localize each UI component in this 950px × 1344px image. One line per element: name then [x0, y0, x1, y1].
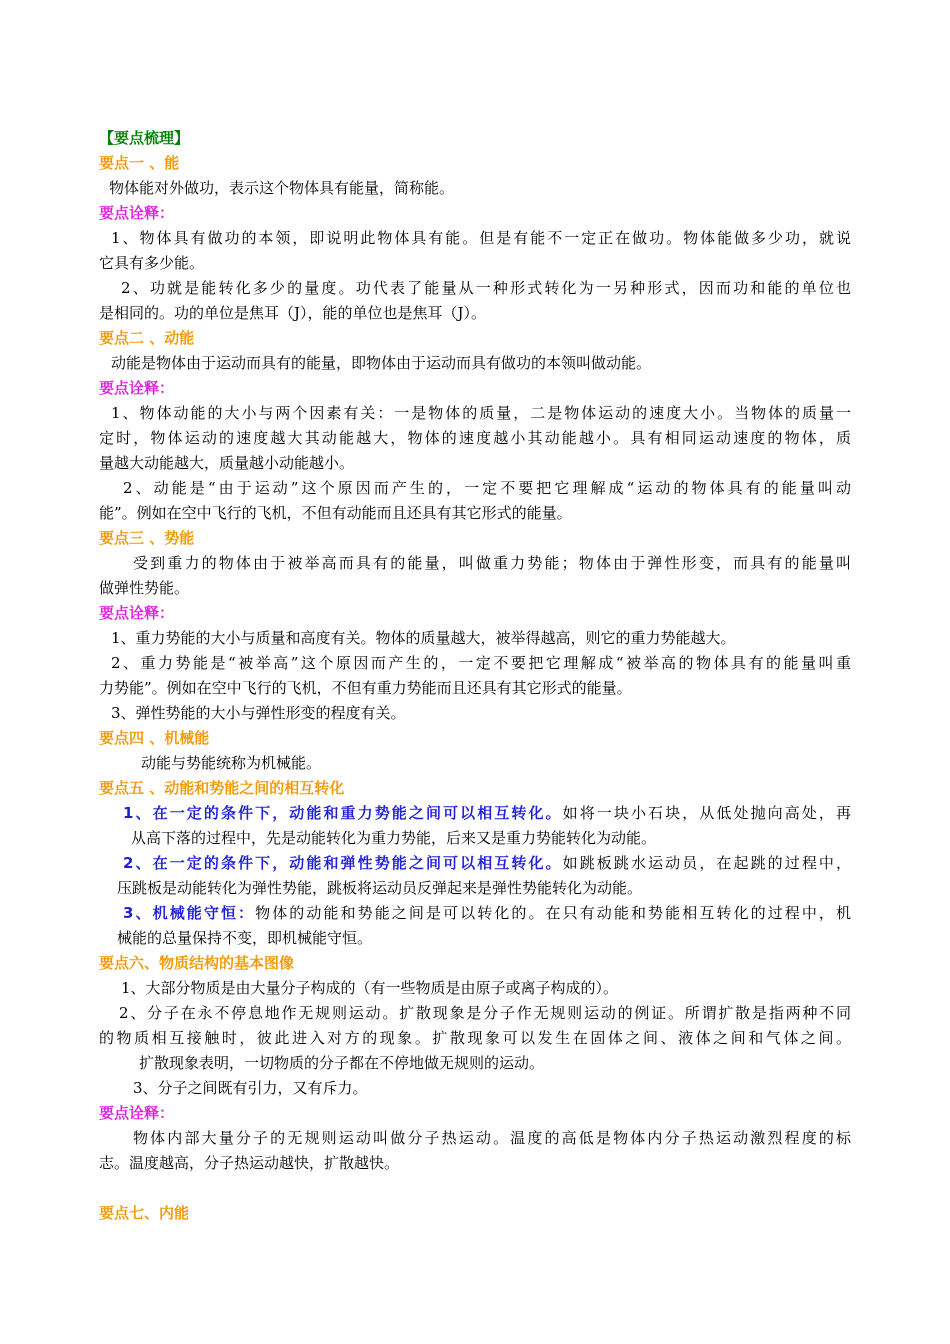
point-5-item-3-line-1 [99, 901, 851, 926]
point-5-item-1-line-1 [99, 801, 851, 826]
point-7-heading: 要点七、内能 [99, 1204, 190, 1222]
point-5-item-2-emphasis: 2、在一定的条件下，动能和弹性势能之间可以相互转化。 [123, 854, 563, 872]
point-6-note-line-1: 物体内部大量分子的无规则运动叫做分子热运动。温度的高低是物体内分子热运动激烈程度的标 [133, 1129, 851, 1147]
point-3-note-2-line-1: 2、重力势能是“被举高”这个原因而产生的，一定不要把它理解成“被举高的物体具有的能量叫重 [111, 654, 851, 672]
point-4-text: 动能与势能统称为机械能。 [141, 754, 322, 772]
point-1-note-1-line-1: 1、物体具有做功的本领，即说明此物体具有能。但是有能不一定正在做功。物体能做多少功，就说 [111, 229, 851, 247]
point-1-note-heading: 要点诠释： [99, 204, 175, 222]
point-5-item-3-line-2: 械能的总量保持不变，即机械能守恒。 [117, 929, 373, 947]
section-title: 【要点梳理】 [99, 129, 190, 147]
point-1-text: 物体能对外做功，表示这个物体具有能量，简称能。 [109, 179, 455, 197]
point-2-note-1-line-2: 定时，物体运动的速度越大其动能越大，物体的速度越小其动能越小。具有相同运动速度的物体，质 [99, 429, 851, 447]
point-3-heading: 要点三 、势能 [99, 529, 195, 547]
point-2-heading: 要点二 、动能 [99, 329, 195, 347]
point-5-item-2-rest: 如跳板跳水运动员，在起跳的过程中， [562, 854, 851, 872]
point-2-text: 动能是物体由于运动而具有的能量，即物体由于运动而具有做功的本领叫做动能。 [111, 354, 652, 372]
point-3-note-1: 1、重力势能的大小与质量和高度有关。物体的质量越大，被举得越高，则它的重力势能越大。 [111, 629, 736, 647]
blank-line [99, 1176, 851, 1201]
point-2-note-2-line-2: 能”。例如在空中飞行的飞机，不但有动能而且还具有其它形式的能量。 [99, 504, 572, 522]
point-2-note-1-line-3: 量越大动能越大，质量越小动能越小。 [99, 454, 355, 472]
point-5-item-2-line-2: 压跳板是动能转化为弹性势能，跳板将运动员反弹起来是弹性势能转化为动能。 [117, 879, 643, 897]
point-1-note-1-line-2: 它具有多少能。 [99, 254, 205, 272]
point-3-text-line-2: 做弹性势能。 [99, 579, 190, 597]
point-6-item-3: 3、分子之间既有引力，又有斥力。 [133, 1079, 368, 1097]
point-5-item-3-rest: 物体的动能和势能之间是可以转化的。在只有动能和势能相互转化的过程中，机 [255, 904, 851, 922]
point-1-note-2-line-1: 2、功就是能转化多少的量度。功代表了能量从一种形式转化为一另种形式，因而功和能的单位也 [121, 279, 851, 297]
point-2-note-heading: 要点诠释： [99, 379, 175, 397]
point-5-item-2-line-1 [99, 851, 851, 876]
point-2-note-1-line-1: 1、物体动能的大小与两个因素有关：一是物体的质量，二是物体运动的速度大小。当物体的质量一 [111, 404, 851, 422]
document-page [99, 126, 851, 1226]
point-6-note-heading: 要点诠释： [99, 1104, 175, 1122]
point-5-item-1-rest: 如将一块小石块，从低处抛向高处，再 [562, 804, 851, 822]
point-3-note-2-line-2: 力势能”。例如在空中飞行的飞机，不但有重力势能而且还具有其它形式的能量。 [99, 679, 632, 697]
point-2-note-2-line-1: 2、动能是“由于运动”这个原因而产生的，一定不要把它理解成“运动的物体具有的能量叫动 [123, 479, 851, 497]
point-1-heading: 要点一 、能 [99, 154, 180, 172]
point-6-item-2-line-2: 的物质相互接触时，彼此进入对方的现象。扩散现象可以发生在固体之间、液体之间和气体之间。 [99, 1029, 851, 1047]
point-6-item-2-line-3: 扩散现象表明，一切物质的分子都在不停地做无规则的运动。 [139, 1054, 545, 1072]
point-4-heading: 要点四 、机械能 [99, 729, 210, 747]
point-3-text-line-1: 受到重力的物体由于被举高而具有的能量，叫做重力势能；物体由于弹性形变，而具有的能量叫 [133, 554, 851, 572]
point-3-note-3: 3、弹性势能的大小与弹性形变的程度有关。 [111, 704, 406, 722]
point-5-item-3-emphasis: 3、机械能守恒： [123, 904, 256, 922]
point-6-item-2-line-1: 2、分子在永不停息地作无规则运动。扩散现象是分子作无规则运动的例证。所谓扩散是指两种不同 [119, 1004, 851, 1022]
point-3-note-heading: 要点诠释： [99, 604, 175, 622]
point-6-note-line-2: 志。温度越高，分子热运动越快，扩散越快。 [99, 1154, 400, 1172]
point-6-heading: 要点六、物质结构的基本图像 [99, 954, 295, 972]
point-5-item-1-line-2: 从高下落的过程中，先是动能转化为重力势能，后来又是重力势能转化为动能。 [131, 829, 657, 847]
point-1-note-2-line-2: 是相同的。功的单位是焦耳（J），能的单位也是焦耳（J）。 [99, 304, 487, 322]
point-6-item-1: 1、大部分物质是由大量分子构成的（有一些物质是由原子或离子构成的）。 [121, 979, 619, 997]
point-5-item-1-emphasis: 1、在一定的条件下，动能和重力势能之间可以相互转化。 [123, 804, 563, 822]
point-5-heading: 要点五 、动能和势能之间的相互转化 [99, 779, 345, 797]
